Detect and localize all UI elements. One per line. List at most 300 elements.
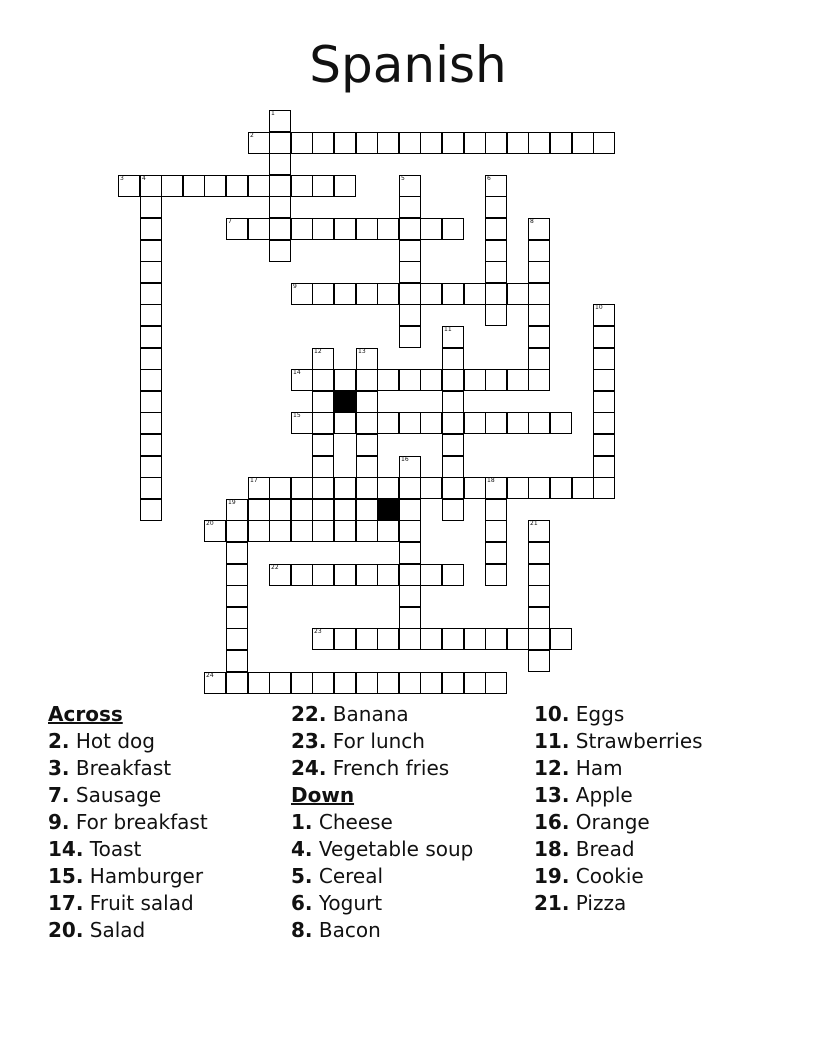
grid-cell[interactable]	[140, 304, 162, 326]
grid-cell[interactable]	[593, 434, 615, 456]
grid-cell[interactable]	[312, 369, 334, 391]
clue-number: 3	[120, 175, 124, 182]
grid-cell[interactable]	[334, 412, 356, 434]
clue-item-number: 6.	[291, 891, 313, 915]
clue-number: 11	[444, 326, 452, 333]
grid-cell[interactable]	[420, 369, 442, 391]
grid-cell[interactable]	[312, 175, 334, 197]
grid-cell[interactable]	[399, 218, 421, 240]
grid-cell[interactable]	[593, 304, 615, 326]
grid-cell[interactable]	[291, 412, 313, 434]
grid-cell[interactable]	[528, 564, 550, 586]
grid-cell[interactable]	[464, 672, 486, 694]
grid-cell[interactable]	[593, 348, 615, 370]
grid-cell[interactable]	[377, 520, 399, 542]
grid-cell[interactable]	[248, 520, 270, 542]
grid-cell[interactable]	[312, 628, 334, 650]
grid-cell[interactable]	[204, 520, 226, 542]
grid-cell[interactable]	[485, 672, 507, 694]
grid-cell[interactable]	[550, 412, 572, 434]
grid-cell[interactable]	[593, 132, 615, 154]
grid-cell[interactable]	[377, 412, 399, 434]
grid-cell[interactable]	[356, 132, 378, 154]
grid-cell[interactable]	[291, 477, 313, 499]
grid-cell[interactable]	[161, 175, 183, 197]
clue-item-text: Orange	[569, 810, 650, 834]
grid-cell[interactable]	[204, 672, 226, 694]
grid-cell[interactable]	[420, 628, 442, 650]
grid-cell[interactable]	[291, 369, 313, 391]
grid-cell[interactable]	[377, 672, 399, 694]
grid-cell[interactable]	[356, 412, 378, 434]
grid-cell[interactable]	[291, 499, 313, 521]
grid-cell[interactable]	[248, 132, 270, 154]
grid-cell[interactable]	[485, 132, 507, 154]
grid-cell[interactable]	[485, 542, 507, 564]
clue-item	[48, 755, 298, 782]
clue-item	[291, 890, 541, 917]
grid-cell[interactable]	[291, 672, 313, 694]
grid-cell[interactable]	[485, 261, 507, 283]
grid-cell[interactable]	[269, 132, 291, 154]
grid-cell[interactable]	[269, 520, 291, 542]
grid-cell[interactable]	[334, 175, 356, 197]
grid-cell[interactable]	[334, 477, 356, 499]
grid-cell[interactable]	[377, 218, 399, 240]
grid-cell[interactable]	[550, 477, 572, 499]
clue-item	[534, 809, 784, 836]
grid-cell[interactable]	[183, 175, 205, 197]
grid-cell[interactable]	[420, 132, 442, 154]
clue-item-text: Bread	[569, 837, 635, 861]
grid-cell[interactable]	[507, 412, 529, 434]
clue-item	[48, 728, 298, 755]
grid-cell[interactable]	[528, 348, 550, 370]
clue-item-text: Ham	[569, 756, 623, 780]
clue-item-text: Salad	[83, 918, 146, 942]
clue-number: 12	[314, 348, 322, 355]
clue-number: 1	[271, 110, 275, 117]
grid-cell[interactable]	[399, 585, 421, 607]
grid-cell[interactable]	[528, 607, 550, 629]
grid-cell[interactable]	[356, 218, 378, 240]
clue-number: 9	[293, 283, 297, 290]
grid-cell[interactable]	[377, 369, 399, 391]
grid-cell[interactable]	[528, 261, 550, 283]
grid-cell[interactable]	[291, 218, 313, 240]
grid-cell[interactable]	[226, 520, 248, 542]
grid-cell[interactable]	[485, 218, 507, 240]
grid-cell[interactable]	[485, 304, 507, 326]
grid-cell[interactable]	[334, 628, 356, 650]
clue-number: 18	[487, 477, 495, 484]
grid-cell[interactable]	[140, 218, 162, 240]
grid-cell[interactable]	[442, 283, 464, 305]
grid-cell[interactable]	[377, 628, 399, 650]
grid-cell[interactable]	[269, 218, 291, 240]
grid-cell[interactable]	[399, 304, 421, 326]
grid-cell[interactable]	[269, 499, 291, 521]
clue-item-number: 7.	[48, 783, 70, 807]
clue-number: 10	[595, 304, 603, 311]
grid-cell[interactable]	[528, 650, 550, 672]
grid-cell[interactable]	[334, 564, 356, 586]
grid-cell[interactable]	[356, 369, 378, 391]
clue-number: 24	[206, 672, 214, 679]
grid-cell[interactable]	[248, 175, 270, 197]
grid-cell[interactable]	[312, 499, 334, 521]
grid-cell[interactable]	[399, 477, 421, 499]
grid-cell[interactable]	[226, 175, 248, 197]
clue-item	[291, 836, 541, 863]
grid-cell[interactable]	[248, 218, 270, 240]
clue-item	[48, 890, 298, 917]
grid-cell[interactable]	[269, 672, 291, 694]
grid-cell[interactable]	[334, 218, 356, 240]
grid-cell[interactable]	[334, 499, 356, 521]
grid-cell[interactable]	[485, 175, 507, 197]
grid-cell[interactable]	[442, 369, 464, 391]
grid-cell[interactable]	[356, 283, 378, 305]
grid-cell[interactable]	[528, 132, 550, 154]
clue-item	[534, 701, 784, 728]
grid-cell[interactable]	[312, 283, 334, 305]
grid-cell[interactable]	[399, 326, 421, 348]
grid-cell[interactable]	[528, 477, 550, 499]
grid-cell[interactable]	[572, 132, 594, 154]
grid-cell[interactable]	[593, 456, 615, 478]
grid-cell[interactable]	[507, 477, 529, 499]
grid-cell[interactable]	[334, 132, 356, 154]
clue-item-text: Strawberries	[569, 729, 703, 753]
grid-cell[interactable]	[356, 499, 378, 521]
grid-cell[interactable]	[140, 499, 162, 521]
grid-cell[interactable]	[334, 369, 356, 391]
grid-cell[interactable]	[485, 564, 507, 586]
clue-column-3	[534, 701, 784, 917]
clue-number: 17	[250, 477, 258, 484]
grid-cell[interactable]	[464, 369, 486, 391]
grid-cell[interactable]	[485, 283, 507, 305]
black-square	[377, 499, 399, 521]
grid-cell[interactable]	[442, 132, 464, 154]
grid-cell[interactable]	[528, 542, 550, 564]
grid-cell[interactable]	[442, 564, 464, 586]
grid-cell[interactable]	[248, 672, 270, 694]
clue-number: 7	[228, 218, 232, 225]
clue-item-text: Banana	[326, 702, 409, 726]
section-heading: Down	[291, 783, 355, 807]
grid-cell[interactable]	[312, 218, 334, 240]
clue-column-2	[291, 701, 541, 944]
grid-cell[interactable]	[356, 391, 378, 413]
grid-cell[interactable]	[334, 283, 356, 305]
grid-cell[interactable]	[442, 456, 464, 478]
clue-item	[534, 890, 784, 917]
grid-cell[interactable]	[269, 153, 291, 175]
grid-cell[interactable]	[226, 628, 248, 650]
grid-cell[interactable]	[312, 477, 334, 499]
grid-cell[interactable]	[356, 477, 378, 499]
grid-cell[interactable]	[334, 520, 356, 542]
clue-item-number: 16.	[534, 810, 570, 834]
grid-cell[interactable]	[442, 391, 464, 413]
grid-cell[interactable]	[140, 175, 162, 197]
clue-number: 5	[401, 175, 405, 182]
grid-cell[interactable]	[140, 477, 162, 499]
grid-cell[interactable]	[528, 412, 550, 434]
grid-cell[interactable]	[356, 564, 378, 586]
grid-cell[interactable]	[550, 132, 572, 154]
grid-cell[interactable]	[226, 564, 248, 586]
clue-number: 20	[206, 520, 214, 527]
grid-cell[interactable]	[528, 240, 550, 262]
grid-cell[interactable]	[140, 369, 162, 391]
grid-cell[interactable]	[528, 369, 550, 391]
grid-cell[interactable]	[593, 326, 615, 348]
clue-item-number: 5.	[291, 864, 313, 888]
grid-cell[interactable]	[550, 628, 572, 650]
grid-cell[interactable]	[140, 412, 162, 434]
grid-cell[interactable]	[356, 672, 378, 694]
clue-column-1	[48, 701, 298, 944]
grid-cell[interactable]	[226, 499, 248, 521]
clue-item-text: Fruit salad	[83, 891, 194, 915]
grid-cell[interactable]	[528, 218, 550, 240]
grid-cell[interactable]	[420, 283, 442, 305]
grid-cell[interactable]	[420, 477, 442, 499]
clue-number: 8	[530, 218, 534, 225]
grid-cell[interactable]	[377, 477, 399, 499]
grid-cell[interactable]	[140, 456, 162, 478]
grid-cell[interactable]	[507, 132, 529, 154]
grid-cell[interactable]	[464, 283, 486, 305]
grid-cell[interactable]	[226, 607, 248, 629]
grid-cell[interactable]	[334, 672, 356, 694]
grid-cell[interactable]	[485, 520, 507, 542]
grid-cell[interactable]	[593, 369, 615, 391]
grid-cell[interactable]	[442, 628, 464, 650]
grid-cell[interactable]	[291, 564, 313, 586]
clue-item	[534, 782, 784, 809]
clue-item-text: Cookie	[569, 864, 644, 888]
grid-cell[interactable]	[399, 132, 421, 154]
grid-cell[interactable]	[356, 628, 378, 650]
clue-item	[534, 836, 784, 863]
grid-cell[interactable]	[118, 175, 140, 197]
grid-cell[interactable]	[226, 218, 248, 240]
grid-cell[interactable]	[399, 564, 421, 586]
grid-cell[interactable]	[464, 477, 486, 499]
grid-cell[interactable]	[442, 499, 464, 521]
grid-cell[interactable]	[442, 434, 464, 456]
grid-cell[interactable]	[291, 520, 313, 542]
grid-cell[interactable]	[485, 628, 507, 650]
clue-item-text: Bacon	[312, 918, 381, 942]
clue-item-text: Vegetable soup	[312, 837, 474, 861]
grid-cell[interactable]	[528, 628, 550, 650]
grid-cell[interactable]	[140, 326, 162, 348]
grid-cell[interactable]	[399, 175, 421, 197]
grid-cell[interactable]	[485, 412, 507, 434]
grid-cell[interactable]	[140, 434, 162, 456]
grid-cell[interactable]	[399, 240, 421, 262]
grid-cell[interactable]	[204, 175, 226, 197]
grid-cell[interactable]	[442, 348, 464, 370]
grid-cell[interactable]	[356, 348, 378, 370]
clue-item-text: Hot dog	[69, 729, 155, 753]
clue-item-number: 15.	[48, 864, 84, 888]
grid-cell[interactable]	[528, 326, 550, 348]
clue-item	[48, 836, 298, 863]
clue-number: 2	[250, 132, 254, 139]
grid-cell[interactable]	[377, 132, 399, 154]
grid-cell[interactable]	[269, 564, 291, 586]
black-square	[334, 391, 356, 413]
clue-item	[291, 701, 541, 728]
grid-cell[interactable]	[399, 456, 421, 478]
grid-cell[interactable]	[485, 477, 507, 499]
grid-cell[interactable]	[507, 369, 529, 391]
clue-item-text: Pizza	[569, 891, 627, 915]
grid-cell[interactable]	[269, 240, 291, 262]
grid-cell[interactable]	[593, 412, 615, 434]
clue-number: 22	[271, 564, 279, 571]
clue-item	[48, 782, 298, 809]
clue-item-number: 14.	[48, 837, 84, 861]
grid-cell[interactable]	[420, 412, 442, 434]
grid-cell[interactable]	[399, 196, 421, 218]
grid-cell[interactable]	[140, 283, 162, 305]
grid-cell[interactable]	[248, 499, 270, 521]
clue-item-number: 9.	[48, 810, 70, 834]
grid-cell[interactable]	[248, 477, 270, 499]
clue-item-text: Eggs	[569, 702, 625, 726]
grid-cell[interactable]	[312, 412, 334, 434]
grid-cell[interactable]	[442, 672, 464, 694]
grid-cell[interactable]	[528, 585, 550, 607]
clue-number: 23	[314, 628, 322, 635]
grid-cell[interactable]	[356, 434, 378, 456]
grid-cell[interactable]	[442, 477, 464, 499]
grid-cell[interactable]	[312, 391, 334, 413]
grid-cell[interactable]	[140, 196, 162, 218]
clue-item-number: 19.	[534, 864, 570, 888]
clue-item-text: Cereal	[312, 864, 384, 888]
section-heading: Across	[48, 702, 123, 726]
grid-cell[interactable]	[399, 412, 421, 434]
grid-cell[interactable]	[269, 196, 291, 218]
grid-cell[interactable]	[226, 672, 248, 694]
clue-number: 6	[487, 175, 491, 182]
grid-cell[interactable]	[312, 348, 334, 370]
grid-cell[interactable]	[464, 132, 486, 154]
grid-cell[interactable]	[356, 520, 378, 542]
grid-cell[interactable]	[399, 607, 421, 629]
grid-cell[interactable]	[399, 520, 421, 542]
grid-cell[interactable]	[593, 477, 615, 499]
clue-item-number: 21.	[534, 891, 570, 915]
clue-item-number: 22.	[291, 702, 327, 726]
clue-item	[48, 863, 298, 890]
grid-cell[interactable]	[399, 283, 421, 305]
grid-cell[interactable]	[312, 564, 334, 586]
grid-cell[interactable]	[399, 369, 421, 391]
grid-cell[interactable]	[269, 110, 291, 132]
grid-cell[interactable]	[528, 520, 550, 542]
clue-item-number: 12.	[534, 756, 570, 780]
grid-cell[interactable]	[226, 585, 248, 607]
grid-cell[interactable]	[269, 175, 291, 197]
grid-cell[interactable]	[507, 283, 529, 305]
clue-number: 21	[530, 520, 538, 527]
grid-cell[interactable]	[442, 326, 464, 348]
grid-cell[interactable]	[291, 283, 313, 305]
grid-cell[interactable]	[485, 196, 507, 218]
grid-cell[interactable]	[593, 391, 615, 413]
grid-cell[interactable]	[377, 564, 399, 586]
grid-cell[interactable]	[442, 412, 464, 434]
clue-item-number: 20.	[48, 918, 84, 942]
clue-item	[48, 809, 298, 836]
grid-cell[interactable]	[312, 456, 334, 478]
grid-cell[interactable]	[485, 240, 507, 262]
grid-cell[interactable]	[464, 412, 486, 434]
grid-cell[interactable]	[399, 628, 421, 650]
clue-item	[291, 755, 541, 782]
grid-cell[interactable]	[485, 499, 507, 521]
grid-cell[interactable]	[399, 499, 421, 521]
clue-item-number: 13.	[534, 783, 570, 807]
grid-cell[interactable]	[420, 672, 442, 694]
grid-cell[interactable]	[377, 283, 399, 305]
clue-item	[291, 917, 541, 944]
grid-cell[interactable]	[572, 477, 594, 499]
grid-cell[interactable]	[507, 628, 529, 650]
clue-number: 16	[401, 456, 409, 463]
grid-cell[interactable]	[312, 520, 334, 542]
grid-cell[interactable]	[291, 175, 313, 197]
grid-cell[interactable]	[528, 283, 550, 305]
clue-item	[291, 863, 541, 890]
grid-cell[interactable]	[485, 369, 507, 391]
grid-cell[interactable]	[312, 434, 334, 456]
clue-item-text: Yogurt	[312, 891, 383, 915]
grid-cell[interactable]	[420, 218, 442, 240]
grid-cell[interactable]	[399, 672, 421, 694]
clue-number: 13	[358, 348, 366, 355]
grid-cell[interactable]	[464, 628, 486, 650]
grid-cell[interactable]	[226, 542, 248, 564]
grid-cell[interactable]	[399, 542, 421, 564]
grid-cell[interactable]	[420, 564, 442, 586]
grid-cell[interactable]	[269, 477, 291, 499]
grid-cell[interactable]	[399, 261, 421, 283]
grid-cell[interactable]	[140, 391, 162, 413]
grid-cell[interactable]	[291, 132, 313, 154]
grid-cell[interactable]	[312, 672, 334, 694]
clue-item-text: For breakfast	[69, 810, 208, 834]
grid-cell[interactable]	[140, 348, 162, 370]
grid-cell[interactable]	[356, 456, 378, 478]
clue-item-number: 10.	[534, 702, 570, 726]
grid-cell[interactable]	[312, 132, 334, 154]
grid-cell[interactable]	[140, 240, 162, 262]
grid-cell[interactable]	[140, 261, 162, 283]
grid-cell[interactable]	[226, 650, 248, 672]
grid-cell[interactable]	[528, 304, 550, 326]
grid-cell[interactable]	[442, 218, 464, 240]
